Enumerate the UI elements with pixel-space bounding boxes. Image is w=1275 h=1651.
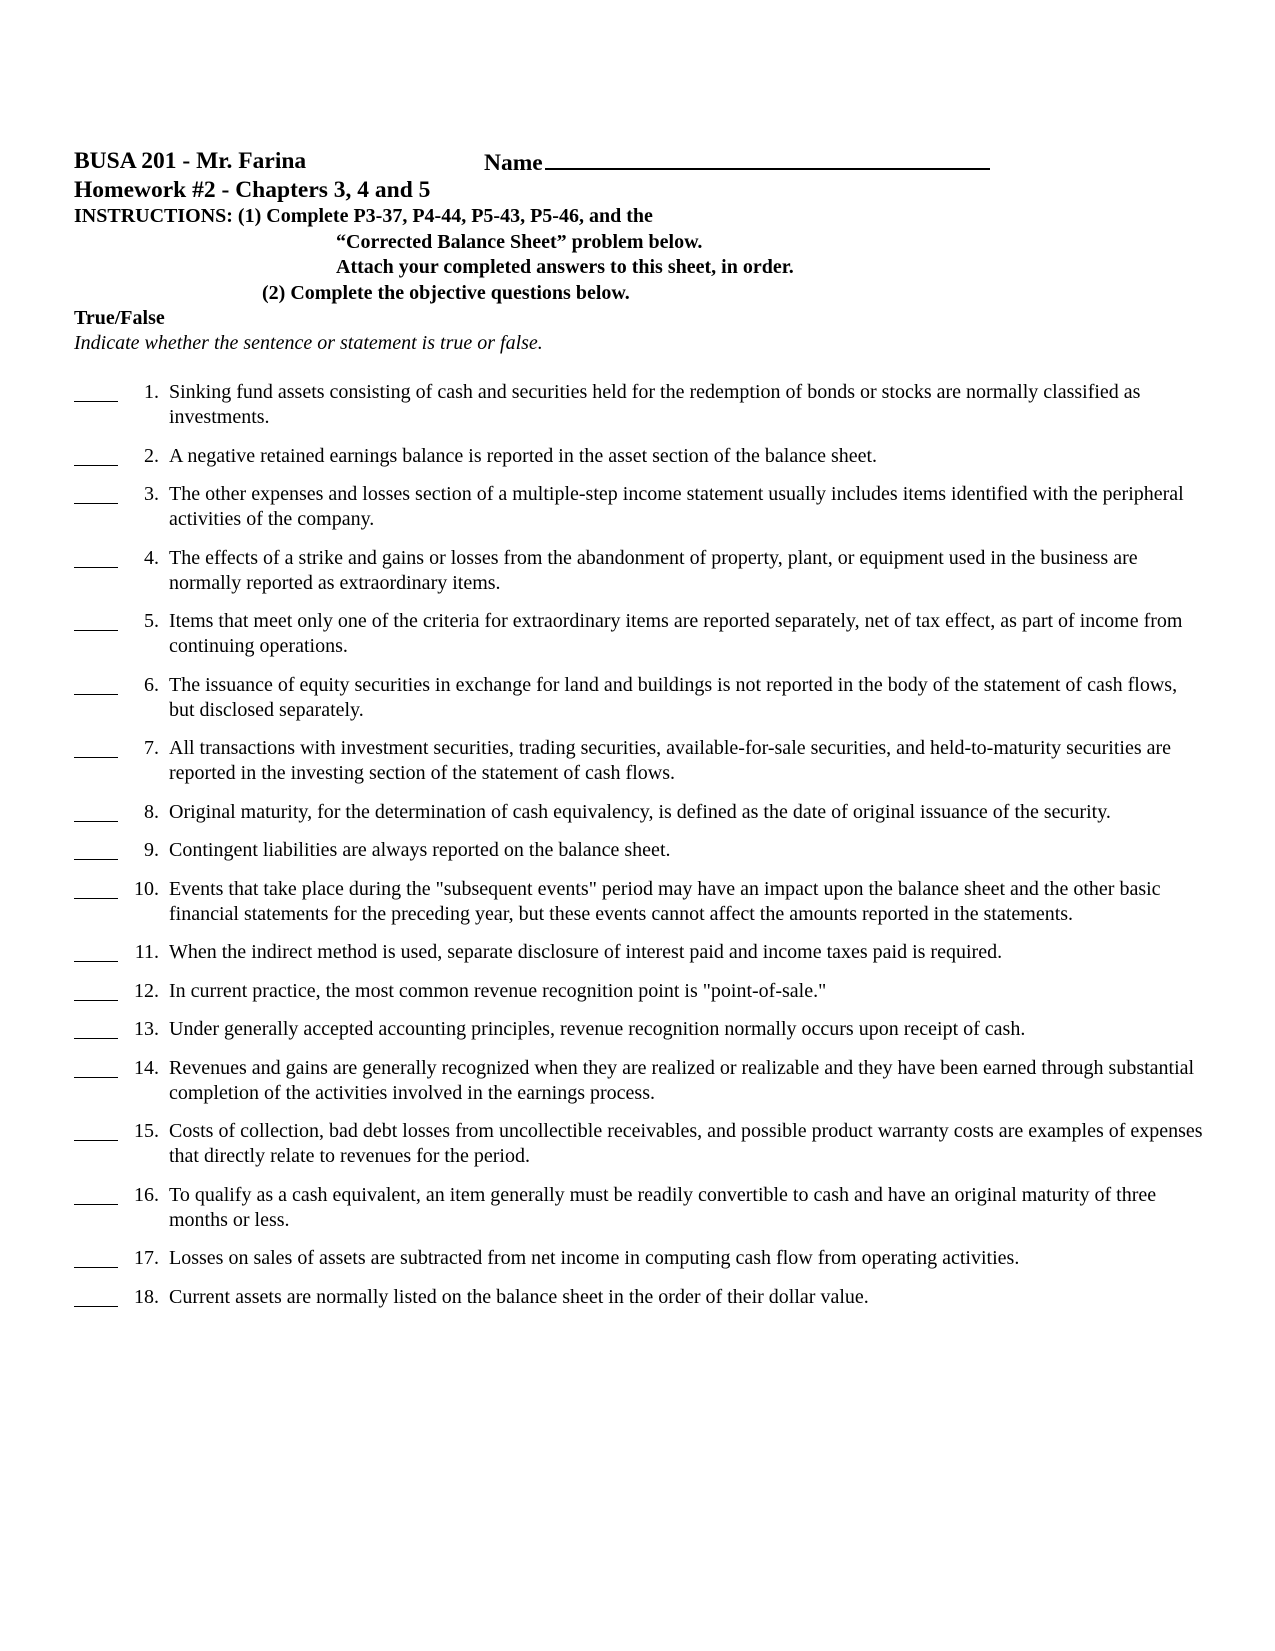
question-text: A negative retained earnings balance is reported in the asset section of the balance sheet. — [169, 444, 878, 467]
question-item — [74, 380, 1204, 430]
question-text: Events that take place during the "subsequent events" period may have an impact upon the balance sheet and the other basic financial statements for the preceding year, but these events cannot affect the amounts reported in the statements. — [169, 877, 1161, 925]
question-number: 1. — [144, 381, 159, 403]
answer-blank[interactable] — [74, 1056, 119, 1106]
question-item — [74, 1246, 1204, 1271]
question-number: 11. — [134, 941, 159, 963]
question-item — [74, 673, 1204, 723]
question-text: When the indirect method is used, separate disclosure of interest paid and income taxes paid is required. — [169, 941, 1003, 963]
question-item — [74, 1017, 1204, 1042]
question-text: Costs of collection, bad debt losses from uncollectible receivables, and possible product warranty costs are examples of expenses that directly relate to revenues for the period. — [169, 1120, 1203, 1167]
question-number: 18. — [134, 1285, 159, 1308]
instructions-line-3: Attach your completed answers to this sheet, in order. — [336, 256, 794, 278]
question-item — [74, 877, 1204, 927]
name-label: Name — [484, 150, 543, 176]
question-text: Under generally accepted accounting principles, revenue recognition normally occurs upon receipt of cash. — [169, 1018, 1026, 1040]
question-item — [74, 1183, 1204, 1233]
question-text: Contingent liabilities are always reported on the balance sheet. — [169, 839, 671, 861]
question-text: To qualify as a cash equivalent, an item generally must be readily convertible to cash and have an original maturity of three months or less. — [169, 1183, 1157, 1231]
question-number: 7. — [144, 737, 159, 759]
question-number: 14. — [134, 1056, 159, 1079]
question-number: 12. — [134, 979, 159, 1002]
question-item — [74, 979, 1204, 1004]
question-number: 6. — [144, 673, 159, 696]
question-item — [74, 1119, 1204, 1169]
question-number: 2. — [144, 444, 159, 467]
answer-blank[interactable] — [74, 940, 119, 965]
answer-blank[interactable] — [74, 1285, 119, 1310]
question-item — [74, 736, 1204, 786]
question-item — [74, 800, 1204, 825]
question-text: All transactions with investment securities, trading securities, available-for-sale securities, and held-to-maturity securities are reported in the investing section of the statement of cash flows. — [169, 737, 1172, 784]
answer-blank[interactable] — [74, 1183, 119, 1233]
question-number: 15. — [134, 1120, 159, 1142]
question-number: 17. — [134, 1247, 159, 1269]
question-number: 5. — [144, 610, 159, 632]
question-list — [74, 380, 1204, 1310]
answer-blank[interactable] — [74, 380, 119, 430]
answer-blank[interactable] — [74, 546, 119, 596]
document-page — [74, 146, 1204, 1323]
answer-blank[interactable] — [74, 1246, 119, 1271]
name-field — [484, 146, 990, 178]
question-number: 3. — [144, 483, 159, 505]
question-item — [74, 546, 1204, 596]
instructions-line-4: (2) Complete the objective questions below. — [262, 281, 630, 304]
question-text: The other expenses and losses section of a multiple-step income statement usually includes items identified with the peripheral activities of the company. — [169, 483, 1184, 530]
answer-blank[interactable] — [74, 609, 119, 659]
answer-blank[interactable] — [74, 673, 119, 723]
question-text: Losses on sales of assets are subtracted from net income in computing cash flow from operating activities. — [169, 1247, 1020, 1269]
answer-blank[interactable] — [74, 1017, 119, 1042]
answer-blank[interactable] — [74, 444, 119, 469]
question-text: Items that meet only one of the criteria for extraordinary items are reported separately, net of tax effect, as part of income from continuing operations. — [169, 610, 1183, 657]
question-text: The issuance of equity securities in exchange for land and buildings is not reported in the body of the statement of cash flows, but disclosed separately. — [169, 673, 1178, 721]
question-number: 8. — [144, 800, 159, 823]
question-item — [74, 609, 1204, 659]
question-item — [74, 1056, 1204, 1106]
answer-blank[interactable] — [74, 1119, 119, 1169]
question-item — [74, 444, 1204, 469]
question-text: Sinking fund assets consisting of cash and securities held for the redemption of bonds or stocks are normally classified as investments. — [169, 381, 1141, 428]
instructions-line-2: “Corrected Balance Sheet” problem below. — [336, 230, 703, 253]
header-line — [74, 146, 1204, 176]
section-description: Indicate whether the sentence or statement is true or false. — [74, 332, 543, 354]
question-text: Revenues and gains are generally recognized when they are realized or realizable and they have been earned through substantial completion of the activities involved in the earnings process. — [169, 1056, 1195, 1104]
question-item — [74, 838, 1204, 863]
answer-blank[interactable] — [74, 482, 119, 532]
question-number: 13. — [134, 1018, 159, 1040]
question-number: 9. — [144, 839, 159, 861]
question-item — [74, 1285, 1204, 1310]
question-item — [74, 940, 1204, 965]
question-number: 16. — [134, 1183, 159, 1206]
instructions-line-1: INSTRUCTIONS: (1) Complete P3-37, P4-44, P5-43, P5-46, and the — [74, 205, 653, 227]
question-number: 10. — [134, 877, 159, 900]
instructions — [74, 204, 1204, 306]
answer-blank[interactable] — [74, 877, 119, 927]
question-text: The effects of a strike and gains or losses from the abandonment of property, plant, or equipment used in the business are normally reported as extraordinary items. — [169, 546, 1138, 594]
question-item — [74, 482, 1204, 532]
answer-blank[interactable] — [74, 838, 119, 863]
course-title: BUSA 201 - Mr. Farina — [74, 148, 307, 174]
question-number: 4. — [144, 546, 159, 569]
answer-blank[interactable] — [74, 979, 119, 1004]
section-title: True/False — [74, 307, 165, 329]
answer-blank[interactable] — [74, 800, 119, 825]
name-blank-line — [545, 146, 990, 170]
question-text: Current assets are normally listed on the balance sheet in the order of their dollar value. — [169, 1285, 869, 1308]
question-text: In current practice, the most common revenue recognition point is "point-of-sale." — [169, 979, 827, 1002]
question-text: Original maturity, for the determination of cash equivalency, is defined as the date of original issuance of the security. — [169, 800, 1111, 823]
homework-title: Homework #2 - Chapters 3, 4 and 5 — [74, 177, 431, 203]
answer-blank[interactable] — [74, 736, 119, 786]
